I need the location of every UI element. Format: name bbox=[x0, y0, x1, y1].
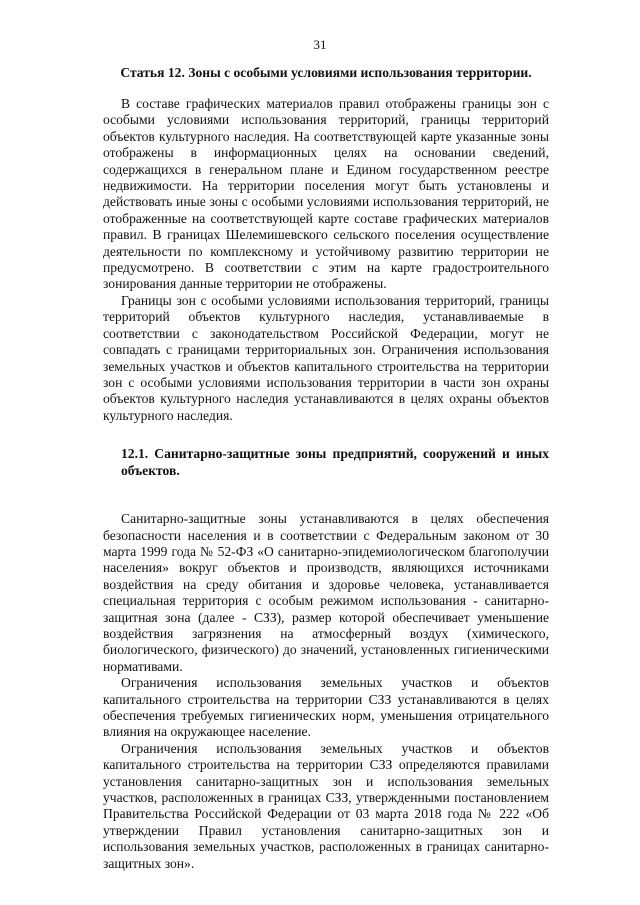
page-number: 31 bbox=[313, 37, 327, 52]
article-heading: Статья 12. Зоны с особыми условиями использования территории. bbox=[120, 65, 532, 80]
section-heading: 12.1. Санитарно-защитные зоны предприятий, сооружений и иных объектов. bbox=[121, 446, 549, 479]
article-paragraph-2: Границы зон с особыми условиями использования территорий, границы территорий объектов культурного наследия, устанавливаемые в соответствии с законодательством Российской Федерации, могут не совпадать с границами территориальных зон. Ограничения использования земельных участков и объектов капитального строительства на территории зон с особыми условиями использования территории в части зон охраны объектов культурного наследия устанавливаются в целях охраны объектов культурного наследия. bbox=[103, 292, 549, 423]
section-paragraph-3: Ограничения использования земельных участков и объектов капитального строительства на территории СЗЗ определяются правилами установления санитарно-защитных зон и использования земельных участков, расположенных в границах СЗЗ, утвержденными постановлением Правительства Российской Федерации от 03 марта 2018 года № 222 «Об утверждении Правил установления санитарно-защитных зон и использования земельных участков, расположенных в границах санитарно-защитных зон». bbox=[103, 740, 549, 871]
page-content bbox=[103, 64, 549, 872]
section-paragraph-2: Ограничения использования земельных участков и объектов капитального строительства на территории СЗЗ устанавливаются в целях обеспечения требуемых гигиенических норм, уменьшения отрицательного влияния на окружающее население. bbox=[103, 675, 549, 740]
section-paragraph-1: Санитарно-защитные зоны устанавливаются в целях обеспечения безопасности населения и в соответствии с Федеральным законом от 30 марта 1999 года № 52-ФЗ «О санитарно-эпидемиологическом благополучии населения» вокруг объектов и производств, являющихся источниками воздействия на среду обитания и здоровье человека, устанавливается специальная территория с особым режимом использования - санитарно-защитная зона (далее - СЗЗ), размер которой обеспечивает уменьшение воздействия загрязнения на атмосферный воздух (химического, биологического, физического) до значений, установленных гигиеническими нормативами. bbox=[103, 511, 549, 674]
article-paragraph-1: В составе графических материалов правил отображены границы зон с особыми условиями использования территорий, границы территорий объектов культурного наследия. На соответствующей карте указанные зоны отображены в информационных целях на основании сведений, содержащихся в генеральном плане и Едином государственном реестре недвижимости. На территории поселения могут быть установлены и действовать иные зоны с особыми условиями использования территорий, не отображенные на соответствующей карте составе графических материалов правил. В границах Шелемишевского сельского поселения осуществление деятельности по комплексному и устойчивому развитию территории не предусмотрено. В соответствии с этим на карте градостроительного зонирования данные территории не отображены. bbox=[103, 96, 549, 292]
